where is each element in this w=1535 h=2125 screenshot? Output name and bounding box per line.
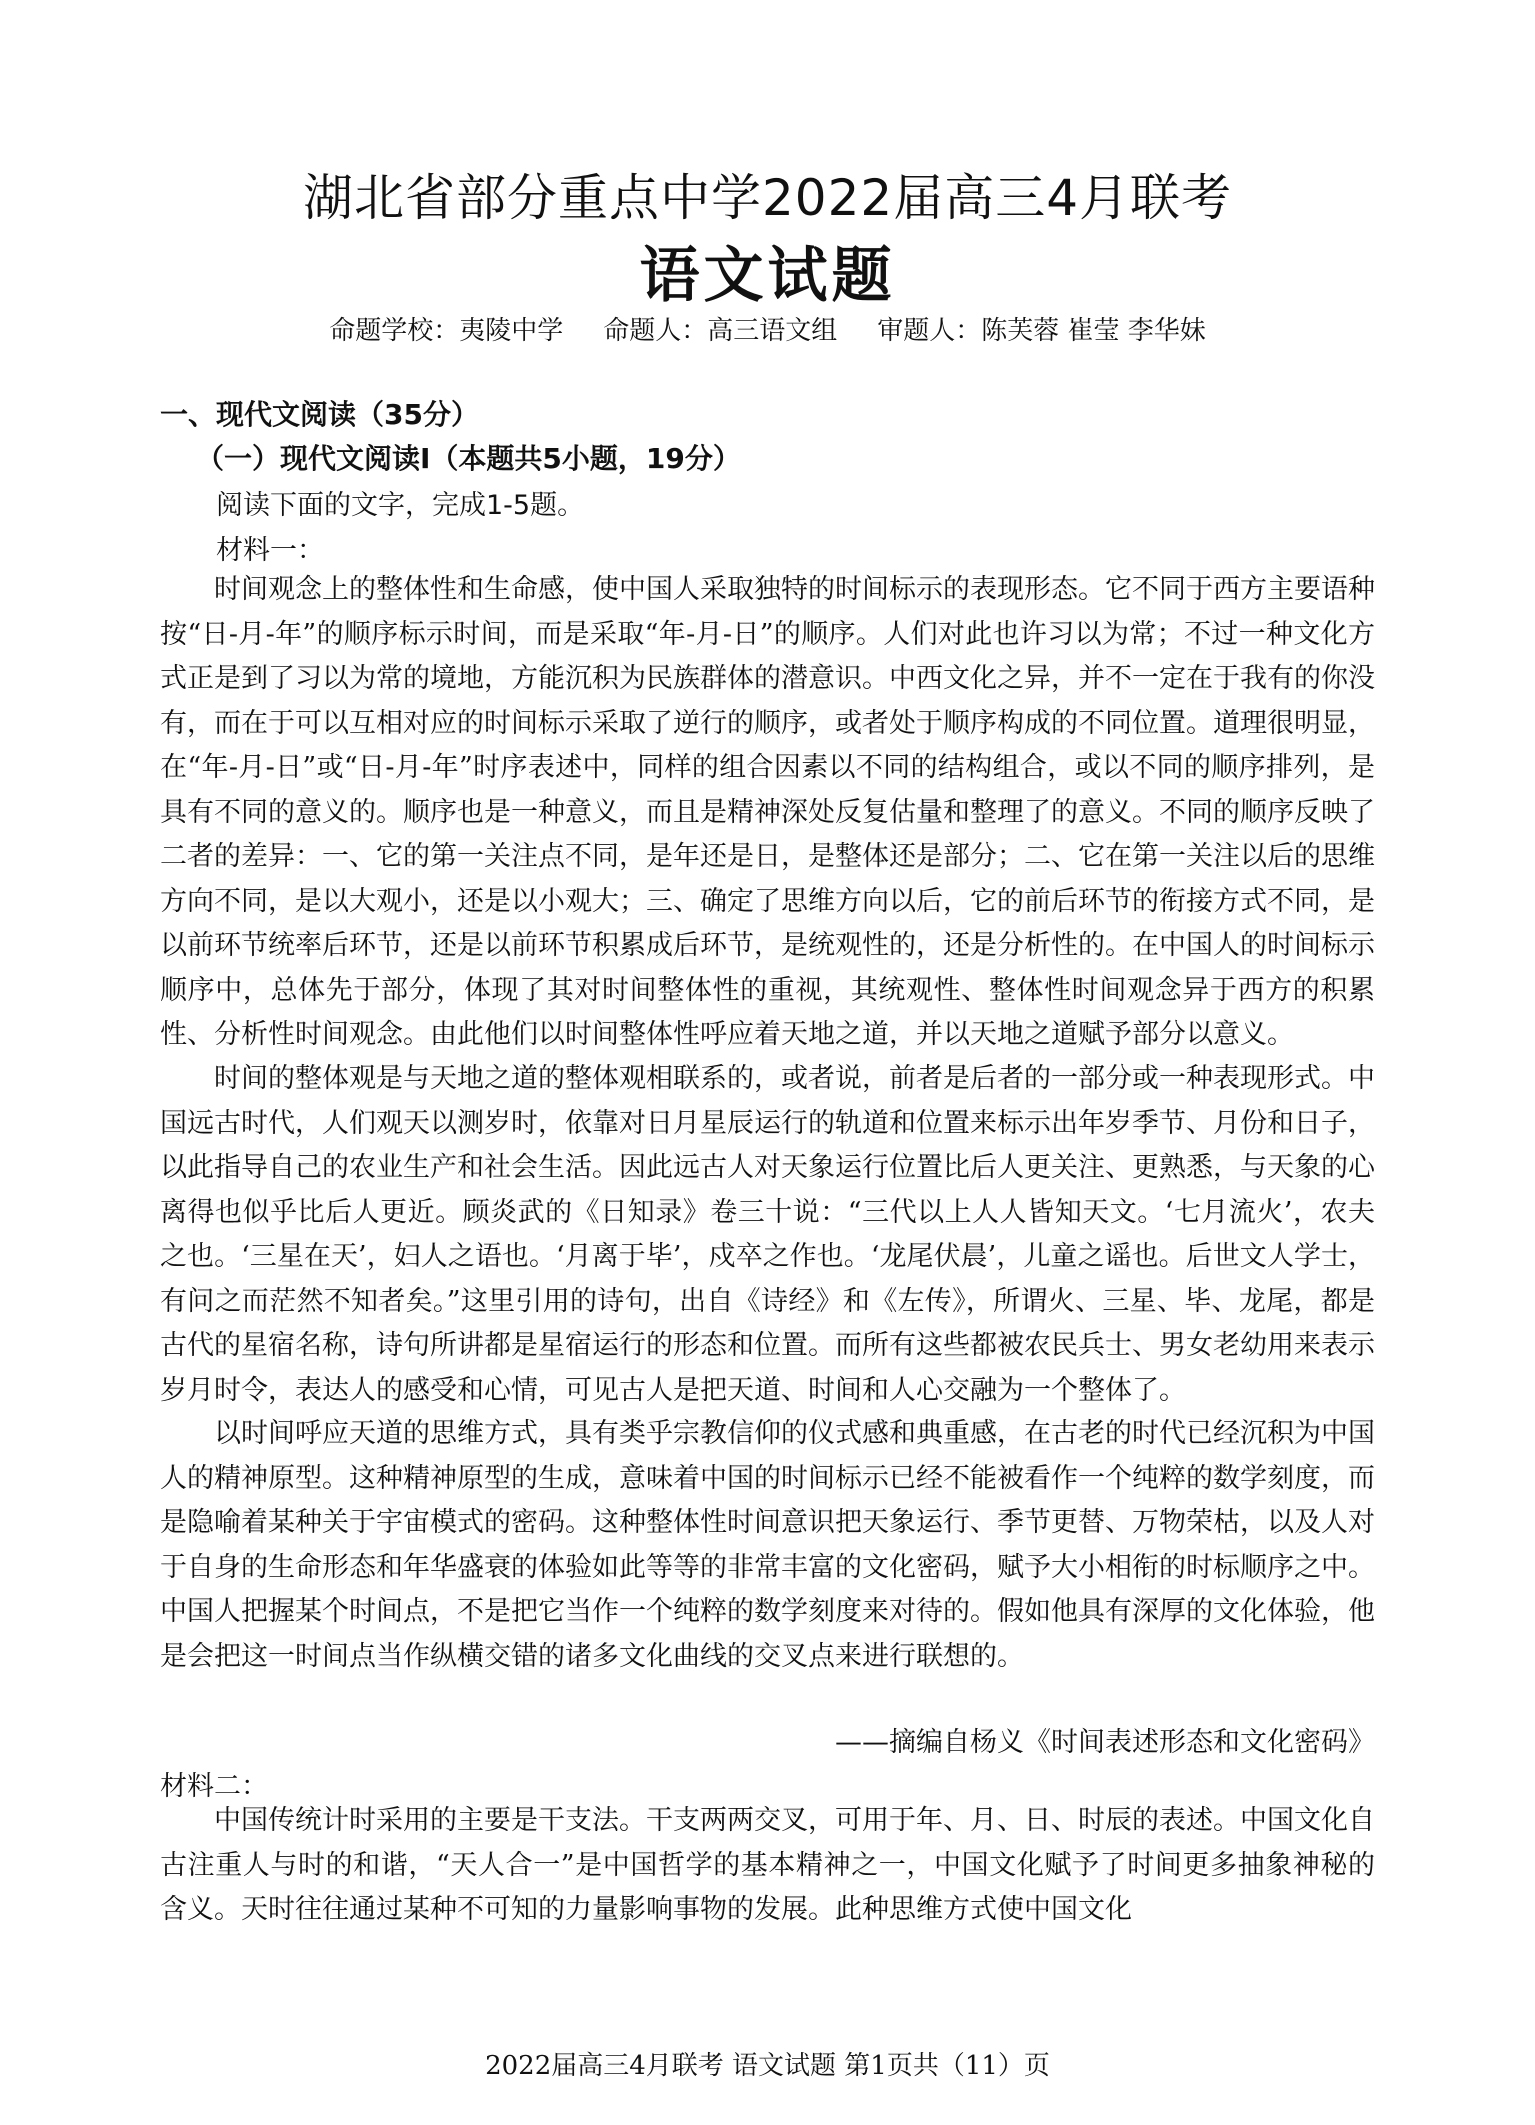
material1-source: ——摘编自杨义《时间表述形态和文化密码》 (835, 1727, 1375, 1758)
material1-label: 材料一： (216, 535, 324, 566)
material1-paragraph-3: 以时间呼应天道的思维方式，具有类乎宗教信仰的仪式感和典重感，在古老的时代已经沉积为中国人的精神原型。这种精神原型的生成，意味着中国的时间标示已经不能被看作一个纯粹的数学刻度，而是隐喻着某种关于宇宙模式的密码。这种整体性时间意识把天象运行、季节更替、万物荣枯，以及人对于自身的生命形态和年华盛衰的体验如此等等的非常丰富的文化密码，赋予大小相衔的时标顺序之中。中国人把握某个时间点，不是把它当作一个纯粹的数学刻度来对待的。假如他具有深厚的文化体验，他是会把这一时间点当作纵横交错的诸多文化曲线的交叉点来进行联想的。 (160, 1418, 1375, 1672)
exam-byline (0, 310, 1535, 347)
setter-group: 命题人：高三语文组 (603, 316, 838, 346)
exam-title: 湖北省部分重点中学2022届高三4月联考 (302, 169, 1233, 227)
material2-label: 材料二： (160, 1771, 268, 1802)
material1-paragraph-2: 时间的整体观是与天地之道的整体观相联系的，或者说，前者是后者的一部分或一种表现形式。中国远古时代，人们观天以测岁时，依靠对日月星辰运行的轨道和位置来标示出年岁季节、月份和日子，以此指导自己的农业生产和社会生活。因此远古人对天象运行位置比后人更关注、更熟悉，与天象的心离得也似乎比后人更近。顾炎武的《日知录》卷三十说：“三代以上人人皆知天文。‘七月流火’，农夫之也。‘三星在天’，妇人之语也。‘月离于毕’，戍卒之作也。‘龙尾伏晨’，儿童之谣也。后世文人学士，有问之而茫然不知者矣。”这里引用的诗句，出自《诗经》和《左传》，所谓火、三星、毕、龙尾，都是古代的星宿名称，诗句所讲都是星宿运行的形态和位置。而所有这些都被农民兵士、男女老幼用来表示岁月时令，表达人的感受和心情，可见古人是把天道、时间和人心交融为一个整体了。 (160, 1063, 1375, 1406)
material2-paragraph-1: 中国传统计时采用的主要是干支法。干支两两交叉，可用于年、月、日、时辰的表述。中国文化自古注重人与时的和谐，“天人合一”是中国哲学的基本精神之一，中国文化赋予了时间更多抽象神秘的含义。天时往往通过某种不可知的力量影响事物的发展。此种思维方式使中国文化 (160, 1805, 1375, 1925)
page-footer: 2022届高三4月联考 语文试题 第1页共（11）页 (485, 2051, 1050, 2081)
reviewers: 审题人：陈芙蓉 崔莹 李华妹 (877, 316, 1206, 346)
section-heading: 一、现代文阅读（35分） (160, 398, 479, 431)
exam-subject-title: 语文试题 (639, 241, 896, 311)
material1-paragraph-1: 时间观念上的整体性和生命感，使中国人采取独特的时间标示的表现形态。它不同于西方主要语种按“日-月-年”的顺序标示时间，而是采取“年-月-日”的顺序。人们对此也许习以为常；不过一种文化方式正是到了习以为常的境地，方能沉积为民族群体的潜意识。中西文化之异，并不一定在于我有的你没有，而在于可以互相对应的时间标示采取了逆行的顺序，或者处于顺序构成的不同位置。道理很明显，在“年-月-日”或“日-月-年”时序表述中，同样的组合因素以不同的结构组合，或以不同的顺序排列，是具有不同的意义的。顺序也是一种意义，而且是精神深处反复估量和整理了的意义。不同的顺序反映了二者的差异：一、它的第一关注点不同，是年还是日，是整体还是部分；二、它在第一关注以后的思维方向不同，是以大观小，还是以小观大；三、确定了思维方向以后，它的前后环节的衔接方式不同，是以前环节统率后环节，还是以前环节积累成后环节，是统观性的，还是分析性的。在中国人的时间标示顺序中，总体先于部分，体现了其对时间整体性的重视，其统观性、整体性时间观念异于西方的积累性、分析性时间观念。由此他们以时间整体性呼应着天地之道，并以天地之道赋予部分以意义。 (160, 574, 1375, 1050)
subsection-heading: （一）现代文阅读Ⅰ（本题共5小题，19分） (196, 442, 741, 475)
reading-instruction: 阅读下面的文字，完成1-5题。 (216, 490, 585, 521)
setter-school: 命题学校：夷陵中学 (329, 316, 564, 346)
